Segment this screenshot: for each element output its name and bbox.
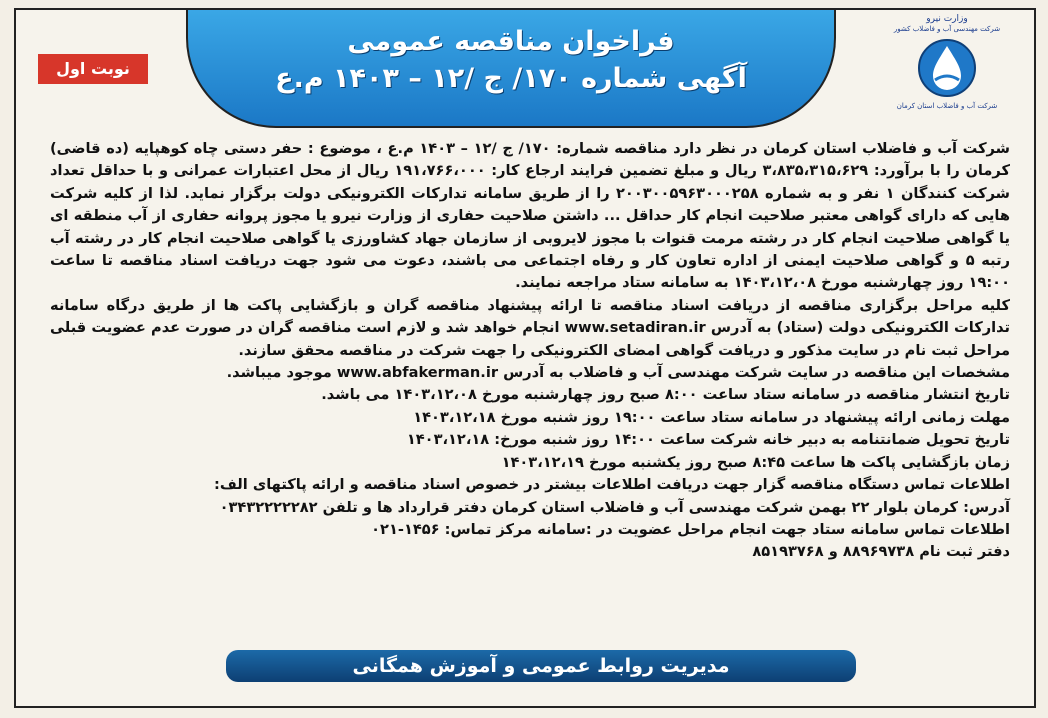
logo-company: شرکت آب و فاضلاب استان کرمان [896, 102, 998, 110]
body-paragraph-1: شرکت آب و فاضلاب استان کرمان در نظر دارد مناقصه شماره: ۱۷۰/ ج /۱۲ – ۱۴۰۳ م.ع ، موضوع : حفر دستی چاه کوهپایه (ده قاضی) کرمان را با برآورد: ۳،۸۳۵،۳۱۵،۶۲۹ ریال و مبلغ تضمین فرایند ارجاع کار: ۱۹۱،۷۶۶،۰۰۰ ریال از محل اعتبارات عمرانی و با حداقل تعداد شرکت کنندگان ۱ نفر و به شماره ۲۰۰۳۰۰۵۹۶۳۰۰۰۲۵۸ را از طریق سامانه تدارکات الکترونیکی دولت برگزار نماید. لذا از کلیه شرکت هایی که دارای گواهی معتبر صلاحیت انجام کار حداقل ... داشتن صلاحیت حفاری از وزارت نیرو یا مجوز پروانه حفاری از آب منطقه ای یا گواهی صلاحیت انجام کار در رشته مرمت قنوات با مجوز لایروبی از سازمان جهاد کشاورزی یا گواهی صلاحیت انجام کار در رشته آب رتبه ۵ و گواهی صلاحیت ایمنی از اداره تعاون کار و رفاه اجتماعی می باشند، دعوت می شود جهت دریافت اسناد مناقصه تا ساعت ۱۹:۰۰ روز چهارشنبه مورخ ۱۴۰۳،۱۲،۰۸ به سامانه ستاد مراجعه نمایند. [50, 140, 1010, 292]
body-paragraph-2: کلیه مراحل برگزاری مناقصه از دریافت اسناد مناقصه تا ارائه پیشنهاد مناقصه گران و بازگشایی پاکت ها از طریق درگاه سامانه تدارکات الکترونیکی دولت (ستاد) به آدرس www.setadiran.ir انجام خواهد شد و لازم است مناقصه گران در صورت عدم عضویت قبلی مراحل ثبت نام در سایت مذکور و دریافت گواهی امضای الکترونیکی را جهت شرکت در مناقصه محقق سازند. [50, 296, 1011, 359]
body-paragraph-9: آدرس: کرمان بلوار ۲۲ بهمن شرکت مهندسی آب و فاضلاب استان کرمان دفتر قرارداد ها و تلفن ۰۳۴۳۲۲۲۲۲۸۲ [219, 498, 1010, 516]
first-round-badge: نوبت اول [38, 54, 148, 84]
ministry-label: وزارت نیرو [926, 14, 968, 24]
body-paragraph-5: مهلت زمانی ارائه پیشنهاد در سامانه ستاد ساعت ۱۹:۰۰ روز شنبه مورخ ۱۴۰۳،۱۲،۱۸ [413, 408, 1010, 426]
company-logo [882, 14, 1012, 124]
logo-subtitle: شرکت مهندسی آب و فاضلاب کشور [893, 25, 1001, 33]
announcement-body [50, 138, 1010, 564]
body-paragraph-8: اطلاعات تماس دستگاه مناقصه گزار جهت دریافت اطلاعات بیشتر در خصوص اسناد مناقصه و ارائه پاکتهای الف: [214, 476, 1010, 494]
announcement-title: فراخوان مناقصه عمومی [347, 26, 675, 57]
body-paragraph-4: تاریخ انتشار مناقصه در سامانه ستاد ساعت ۸:۰۰ صبح روز چهارشنبه مورخ ۱۴۰۳،۱۲،۰۸ می باشد. [321, 386, 1010, 404]
announcement-header [186, 10, 836, 128]
announcement-frame [14, 8, 1036, 708]
body-paragraph-11: دفتر ثبت نام ۸۸۹۶۹۷۳۸ و ۸۵۱۹۳۷۶۸ [752, 543, 1010, 561]
body-paragraph-3: مشخصات این مناقصه در سایت شرکت مهندسی آب و فاضلاب به آدرس www.abfakerman.ir موجود میباشد. [226, 364, 1010, 382]
body-paragraph-10: اطلاعات تماس سامانه ستاد جهت انجام مراحل عضویت در :سامانه مرکز تماس: ۱۴۵۶-۰۲۱ [371, 520, 1010, 538]
body-paragraph-6: تاریخ تحویل ضمانتنامه به دبیر خانه شرکت ساعت ۱۴:۰۰ روز شنبه مورخ: ۱۴۰۳،۱۲،۱۸ [406, 431, 1010, 449]
footer-banner: مدیریت روابط عمومی و آموزش همگانی [226, 650, 856, 682]
announcement-number: آگهی شماره ۱۷۰/ ج /۱۲ – ۱۴۰۳ م.ع [275, 63, 747, 94]
water-drop-logo-icon [915, 36, 979, 100]
body-paragraph-7: زمان بازگشایی پاکت ها ساعت ۸:۴۵ صبح روز یکشنبه مورخ ۱۴۰۳،۱۲،۱۹ [501, 453, 1010, 471]
